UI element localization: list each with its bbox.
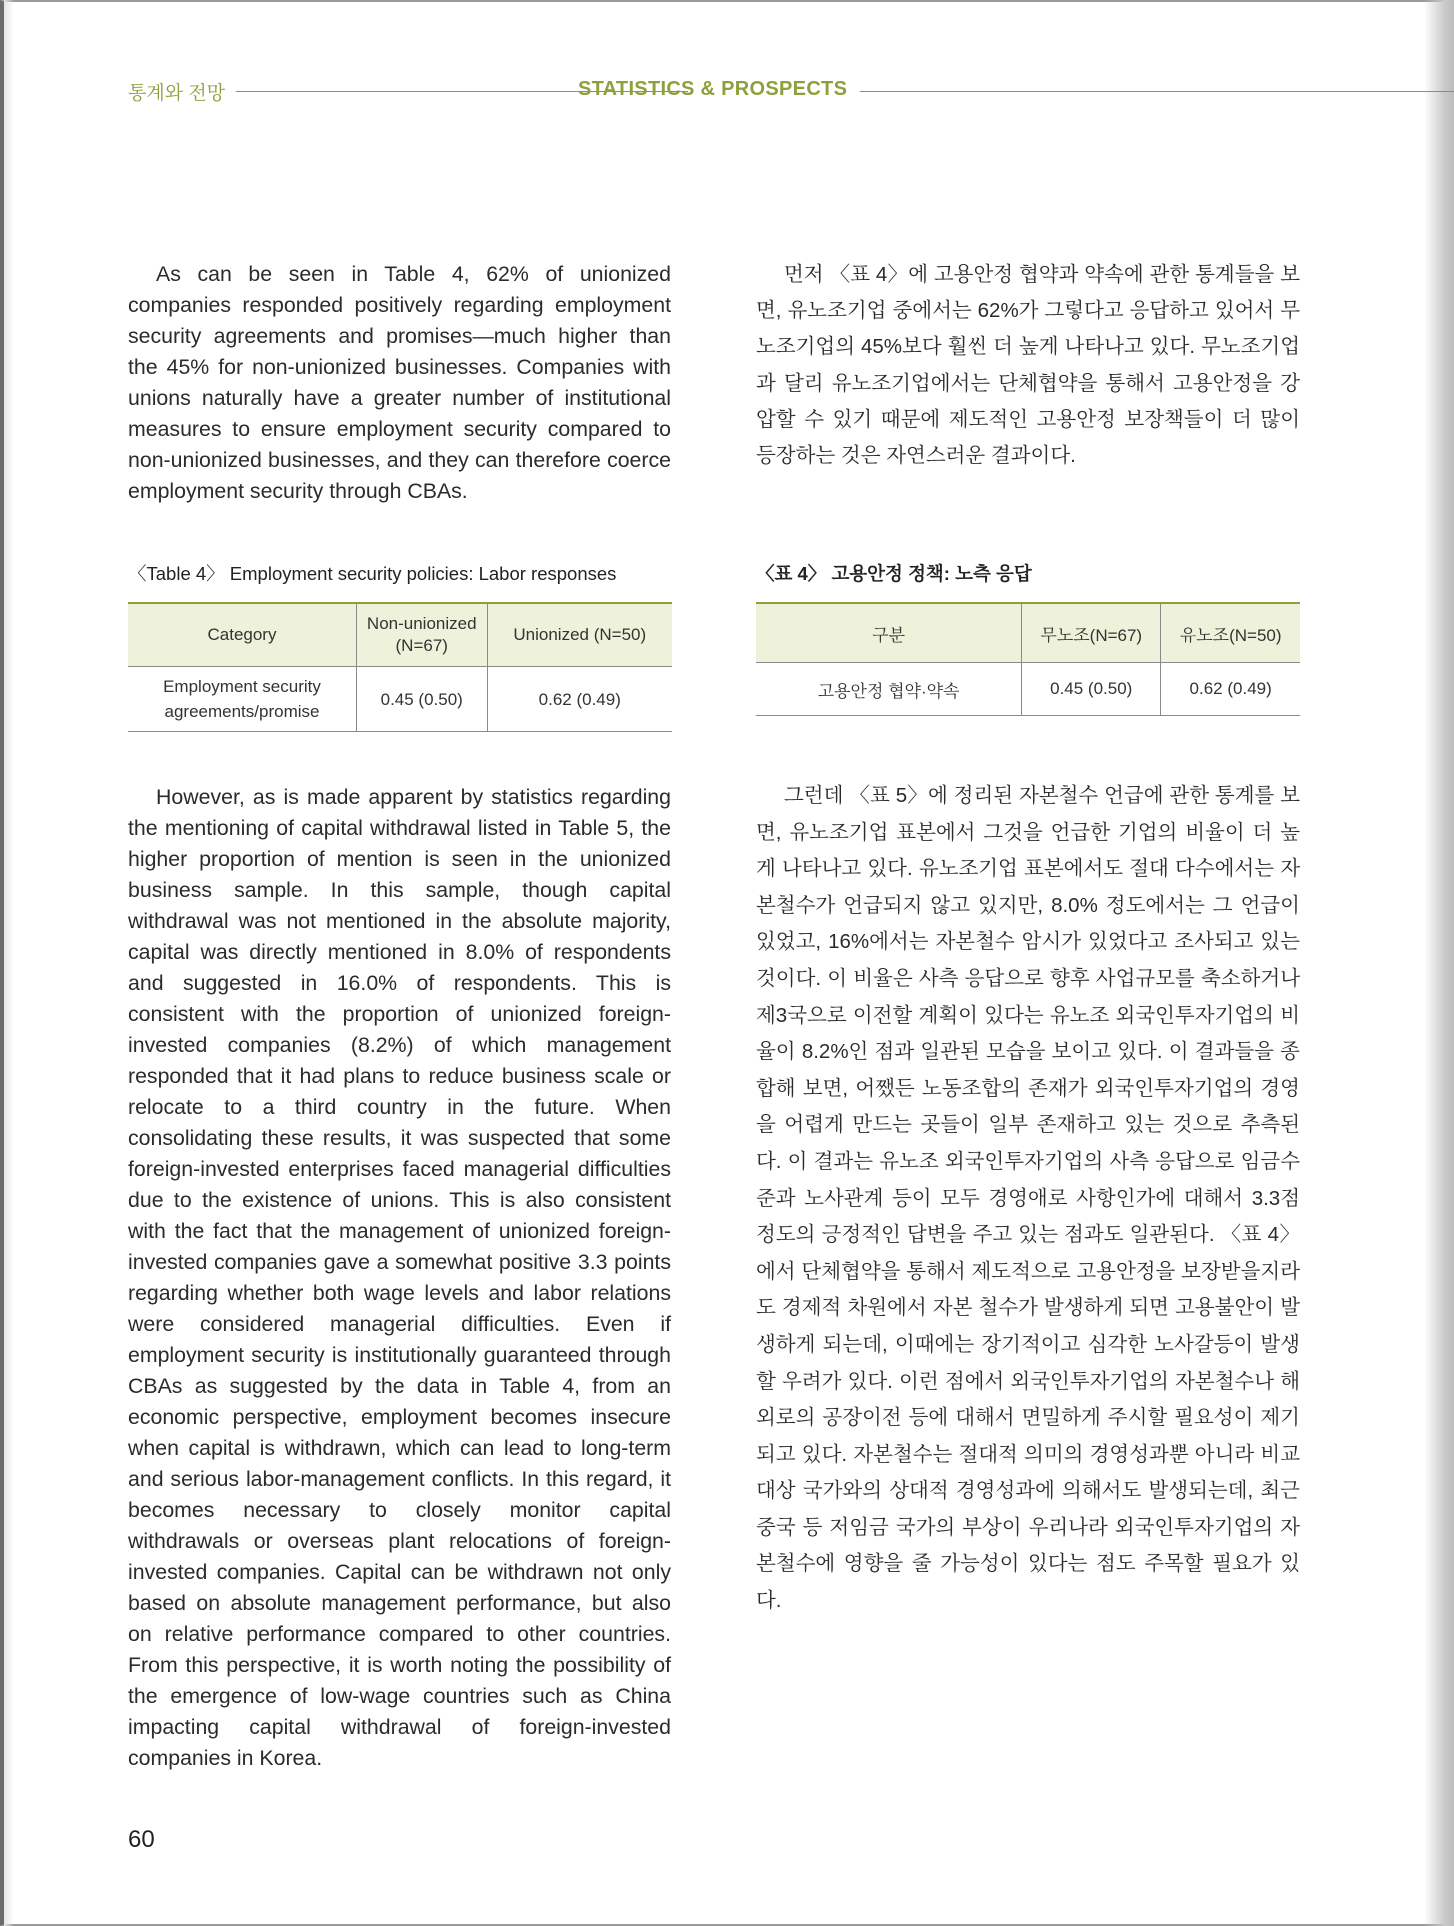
intro-korean-paragraph: 먼저 〈표 4〉에 고용안정 협약과 약속에 관한 통계들을 보면, 유노조기업 중에서는 62%가 그렇다고 응답하고 있어서 무노조기업의 45%보다 훨씬 더 높게 나타나고 있다. 무노조기업과 달리 유노조기업에서는 단체협약을 통해서 고용안정을 강압할 수 있기 때문에 제도적인 고용안정 보장책들이 더 많이 등장하는 것은 자연스러운 결과이다.: [756, 263, 1300, 468]
table-cell-category: Employment security agreements/promise: [128, 667, 356, 732]
body-english-column: [128, 782, 671, 1774]
table-header-category: Category: [128, 603, 356, 667]
header-korean-title: 통계와 전망: [128, 83, 226, 104]
table-cell-non-unionized: 0.45 (0.50): [1022, 663, 1161, 716]
table-cell-unionized: 0.62 (0.49): [487, 667, 672, 732]
header-english-title: STATISTICS & PROSPECTS: [578, 78, 848, 100]
spine-shadow: [1424, 0, 1454, 1926]
table-4-caption-korean: 〈표 4〉 고용안정 정책: 노측 응답: [756, 563, 1032, 584]
table-cell-non-unionized: 0.45 (0.50): [356, 667, 487, 732]
body-korean-paragraph: 그런데 〈표 5〉에 정리된 자본철수 언급에 관한 통계를 보면, 유노조기업 표본에서 그것을 언급한 기업의 비율이 더 높게 나타나고 있다. 유노조기업 표본에서도 절대 다수에서는 자본철수가 언급되지 않고 있지만, 8.0% 정도에서는 그 언급이 있었고, 16%에서는 자본철수 암시가 있었다고 조사되고 있는 것이다. 이 비율은 사측 응답으로 향후 사업규모를 축소하거나 제3국으로 이전할 계획이 있다는 유노조 외국인투자기업의 비율이 8.2%인 점과 일관된 모습을 보이고 있다. 이 결과들을 종합해 보면, 어쨌든 노동조합의 존재가 외국인투자기업의 경영을 어렵게 만드는 곳들이 일부 존재하고 있는 것으로 추측된다. 이 결과는 유노조 외국인투자기업의 사측 응답으로 임금수준과 노사관계 등이 모두 경영애로 사항인가에 대해서 3.3점 정도의 긍정적인 답변을 주고 있는 점과도 일관된다. 〈표 4〉에서 단체협약을 통해서 제도적으로 고용안정을 보장받을지라도 경제적 차원에서 자본 철수가 발생하게 되면 고용불안이 발생하게 되는데, 이때에는 장기적이고 심각한 노사갈등이 발생할 우려가 있다. 이런 점에서 외국인투자기업의 자본철수나 해외로의 공장이전 등에 대해서 면밀하게 주시할 필요성이 제기되고 있다. 자본철수는 절대적 의미의 경영성과뿐 아니라 비교 대상 국가와의 상대적 경영성과에 의해서도 발생되는데, 최근 중국 등 저임금 국가의 부상이 우리나라 외국인투자기업의 자본철수에 영향을 줄 가능성이 있다는 점도 주목할 필요가 있다.: [756, 784, 1300, 1613]
table-header-category: 구분: [756, 603, 1022, 663]
page-edge-shadow: [4, 0, 14, 1926]
table-header-unionized: 유노조(N=50): [1161, 603, 1300, 663]
table-header-non-unionized: Non-unionized (N=67): [356, 603, 487, 667]
intro-english-paragraph: As can be seen in Table 4, 62% of unionized companies responded positively regarding employment security agreements and promises—much higher than the 45% for non-unionized businesses. Companies with unions naturally have a greater number of institutional measures to ensure employment security compared to non-unionized businesses, and they can therefore coerce employment security through CBAs.: [128, 262, 671, 503]
table-cell-category: 고용안정 협약·약속: [756, 663, 1022, 716]
table-header-row: [756, 603, 1300, 663]
table-cell-unionized: 0.62 (0.49): [1161, 663, 1300, 716]
table-4-korean: [756, 602, 1300, 716]
table-4-caption-english: 〈Table 4〉 Employment security policies: Labor responses: [128, 563, 617, 584]
table-header-row: [128, 603, 672, 667]
intro-english-column: [128, 259, 671, 507]
table-header-unionized: Unionized (N=50): [487, 603, 672, 667]
running-header: [128, 78, 1454, 106]
table-row: [756, 663, 1300, 716]
table-4-english: [128, 602, 672, 732]
header-rule-right: [860, 91, 1454, 92]
table-header-non-unionized: 무노조(N=67): [1022, 603, 1161, 663]
table-row: [128, 667, 672, 732]
page-number: 60: [128, 1826, 155, 1853]
body-korean-column: [756, 778, 1300, 1620]
intro-korean-column: [756, 257, 1300, 474]
body-english-paragraph: However, as is made apparent by statistics regarding the mentioning of capital withdrawal listed in Table 5, the higher proportion of mention is seen in the unionized business sample. In this sample, though capital withdrawal was not mentioned in the absolute majority, capital was directly mentioned in 8.0% of respondents and suggested in 16.0% of respondents. This is consistent with the proportion of unionized foreign-invested companies (8.2%) of which management responded that it had plans to reduce business scale or relocate to a third country in the future. When consolidating these results, it was suspected that some foreign-invested enterprises faced managerial difficulties due to the existence of unions. This is also consistent with the fact that the management of unionized foreign-invested companies gave a somewhat positive 3.3 points regarding whether both wage levels and labor relations were considered managerial difficulties. Even if employment security is institutionally guaranteed through CBAs as suggested by the data in Table 4, from an economic perspective, employment becomes insecure when capital is withdrawn, which can lead to long-term and serious labor-management conflicts. In this regard, it becomes necessary to closely monitor capital withdrawals or overseas plant relocations of foreign-invested companies. Capital can be withdrawn not only based on absolute management performance, but also on relative performance compared to other countries. From this perspective, it is worth noting the possibility of the emergence of low-wage countries such as China impacting capital withdrawal of foreign-invested companies in Korea.: [128, 785, 671, 1770]
